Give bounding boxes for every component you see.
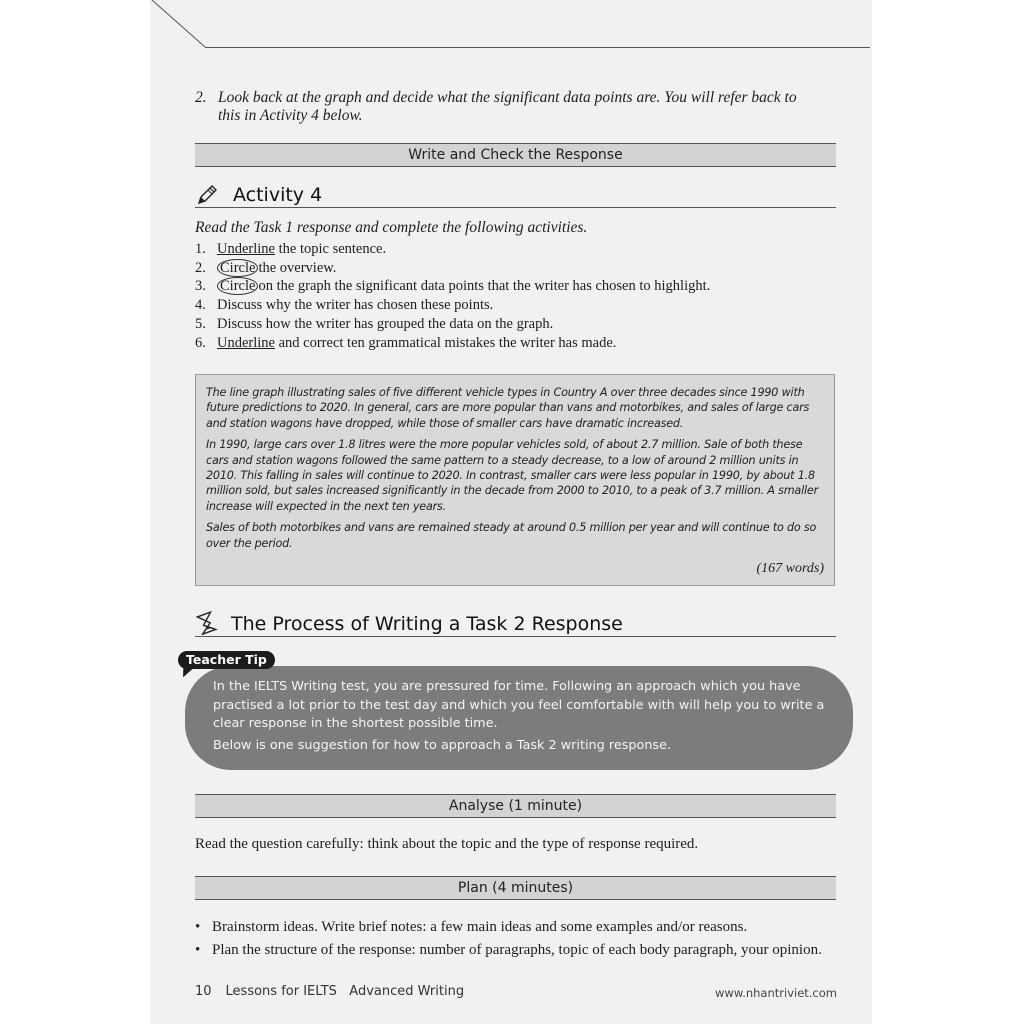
analyse-text: Read the question carefully: think about the topic and the type of response required. [195, 836, 699, 852]
section-bar-write-check: Write and Check the Response [195, 143, 836, 167]
intro-item-line2: this in Activity 4 below. [218, 107, 363, 124]
book-title: Lessons for IELTS Advanced Writing [225, 984, 465, 999]
activity-item: 6. Underline and correct ten grammatical mistakes the writer has made. [195, 334, 617, 351]
website-link[interactable]: www.nhantriviet.com [715, 986, 837, 1000]
teacher-tip-paragraph: In the IELTS Writing test, you are pressured for time. Following an approach which you have practised a lot prior to the test day and which you feel comfortable with will help you to write a clear response in the shortest possible time. [213, 679, 825, 732]
keyword-underline: Underline [217, 241, 275, 257]
bullet-icon: • [195, 919, 201, 935]
response-paragraph: In 1990, large cars over 1.8 litres were the more popular vehicles sold, of about 2.7 million. Sale of both these cars and station wagons followed the same pattern to a steady decrease, to a low of around 2 million units in 2010. This falling in sales will continue to 2020. In contrast, smaller cars were less popular in 1990, by about 1.8 million sold, but sales increased significantly in the decade from 2000 to 2010, to a peak of 3.7 million. A smaller increase will expected in the next ten years. [206, 438, 818, 513]
keyword-circle: Circle [217, 277, 258, 295]
activity-item: 3. Circle on the graph the significant data points that the writer has chosen to highlight. [195, 278, 711, 295]
intro-item-number: 2. [195, 89, 207, 106]
section-bar-plan: Plan (4 minutes) [195, 876, 836, 900]
process-title: The Process of Writing a Task 2 Response [231, 613, 623, 635]
word-count: (167 words) [756, 561, 824, 576]
activity-item: 5. Discuss how the writer has grouped the data on the graph. [195, 315, 554, 332]
section-bar-analyse: Analyse (1 minute) [195, 794, 836, 818]
intro-item-line1: Look back at the graph and decide what the significant data points are. You will refer back to [218, 89, 797, 106]
task1-response-box [195, 374, 835, 586]
activity-item: 1. Underline the topic sentence. [195, 241, 387, 257]
page-number: 10 [195, 984, 212, 999]
keyword-underline: Underline [217, 334, 275, 351]
activity-item: 2. Circle the overview. [195, 259, 337, 276]
bullet-icon: • [195, 942, 201, 958]
header-corner-line [0, 0, 1024, 60]
response-paragraph: Sales of both motorbikes and vans are remained steady at around 0.5 million per year and will continue to do so over the period. [206, 521, 817, 550]
plan-bullets [195, 916, 822, 962]
pencil-icon [197, 183, 219, 205]
activity-title: Activity 4 [233, 184, 323, 206]
footer-left [195, 984, 464, 999]
teacher-tip-text [213, 678, 833, 755]
activity-item: 4. Discuss why the writer has chosen these points. [195, 297, 494, 314]
activity-instruction: Read the Task 1 response and complete the following activities. [195, 219, 588, 236]
activity-heading [195, 180, 836, 208]
teacher-tip-paragraph: Below is one suggestion for how to approach a Task 2 writing response. [213, 737, 672, 753]
teacher-tip-label: Teacher Tip [178, 651, 275, 669]
hourglass-icon [195, 611, 219, 635]
response-paragraph: The line graph illustrating sales of five different vehicle types in Country A over three decades since 1990 with future predictions to 2020. In general, cars are more popular than vans and motorbikes, and sales of large cars and station wagons have dropped, while those of smaller cars have dramatic increased. [206, 386, 810, 430]
keyword-circle: Circle [217, 259, 258, 277]
intro-item [195, 89, 845, 125]
plan-bullet: • Plan the structure of the response: number of paragraphs, topic of each body paragraph, your opinion. [195, 939, 822, 962]
activity-list [195, 240, 710, 352]
plan-bullet: • Brainstorm ideas. Write brief notes: a few main ideas and some examples and/or reasons. [195, 916, 822, 939]
process-heading [195, 609, 836, 637]
